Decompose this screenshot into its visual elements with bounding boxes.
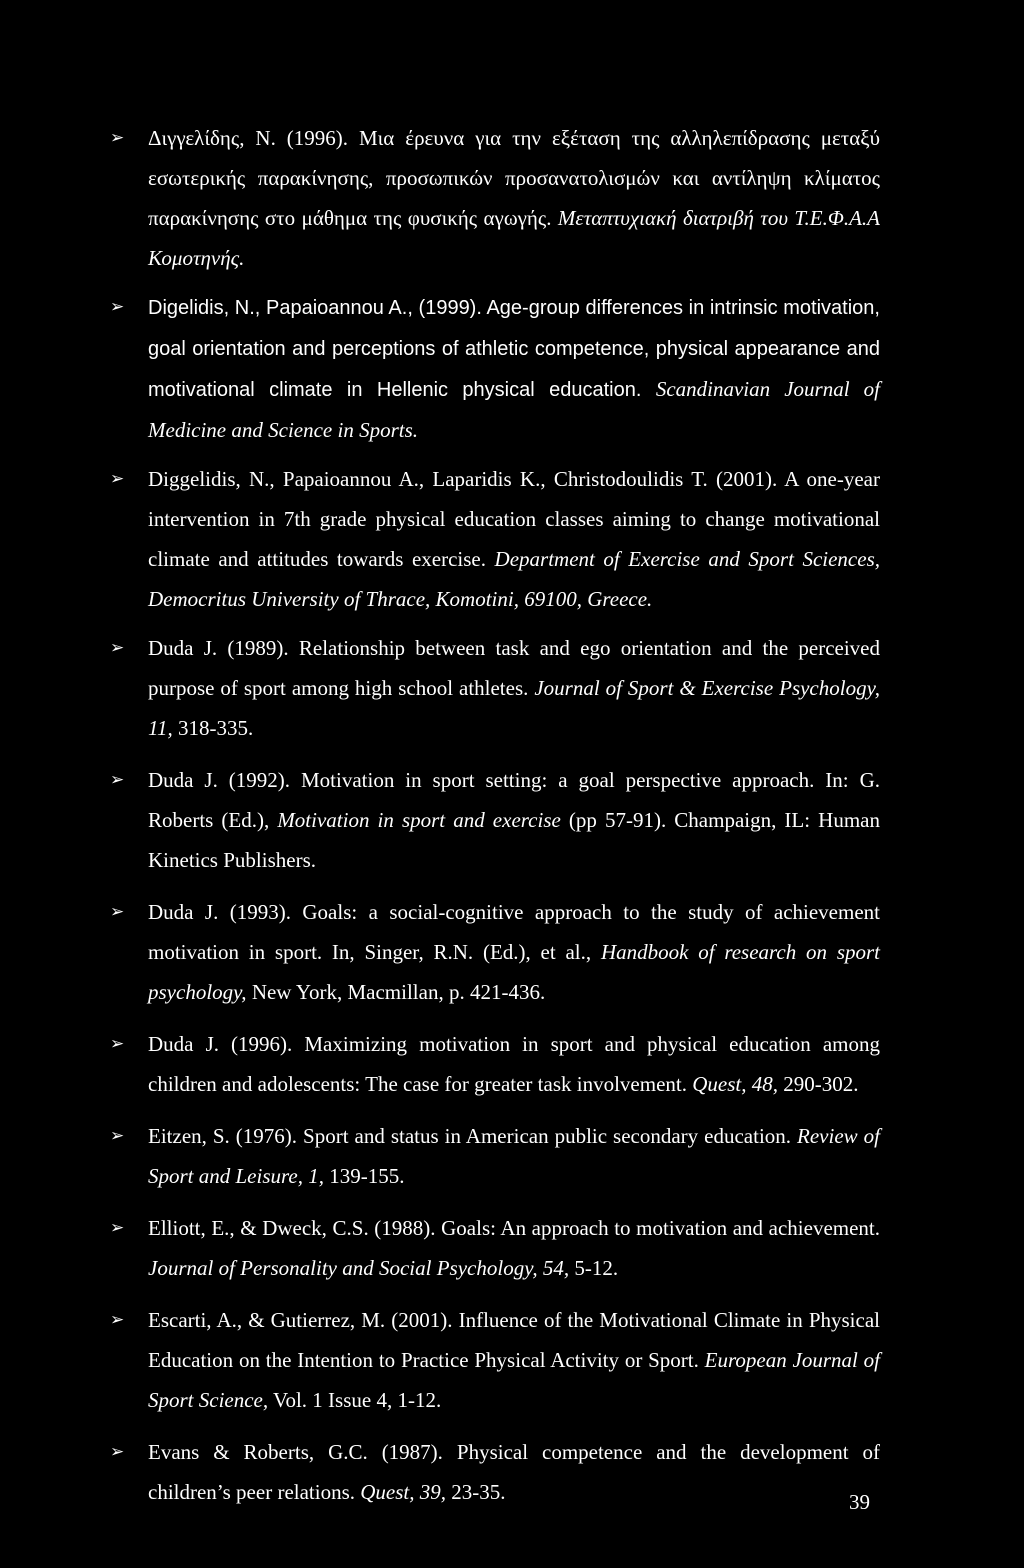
reference-title: Age-group differences in intrinsic motivation, goal orientation and perceptions of athletic competence, physical appearance and motivational climate in Hellenic physical education.	[148, 297, 880, 401]
reference-authors-year: Duda J. (1996).	[148, 1032, 305, 1056]
reference-title: Sport and status in American public secondary education.	[303, 1124, 798, 1148]
reference-source: Journal of Sport & Exercise Psychology, 11,	[148, 676, 880, 740]
reference-title: Goals: An approach to motivation and achievement.	[441, 1216, 881, 1240]
reference-authors-year: Diggelidis, N., Papaioannou A., Laparidis K., Christodoulidis T. (2001).	[148, 467, 785, 491]
arrow-bullet-icon: ➢	[110, 638, 125, 658]
reference-item	[110, 1024, 880, 1104]
reference-title: Goals: a social-cognitive approach to the study of achievement motivation in sport. In, Singer, R.N. (Ed.), et al.,	[148, 900, 880, 964]
reference-title: Maximizing motivation in sport and physical education among children and adolescents: The case for greater task involvement.	[148, 1032, 880, 1096]
reference-item	[110, 628, 880, 748]
arrow-bullet-icon: ➢	[110, 1218, 125, 1238]
reference-source: Motivation in sport and exercise	[277, 808, 561, 832]
reference-item	[110, 760, 880, 880]
reference-authors-year: Escarti, A., & Gutierrez, M. (2001).	[148, 1308, 459, 1332]
reference-item	[110, 1432, 880, 1512]
reference-title: Μια έρευνα για την εξέταση της αλληλεπίδρασης μεταξύ εσωτερικής παρακίνησης, προσωπικών προσανατολισμών και αντίληψη κλίματος παρακίνησης στο μάθημα της φυσικής αγωγής.	[148, 126, 880, 230]
reference-list	[110, 118, 880, 1524]
reference-authors-year: Elliott, E., & Dweck, C.S. (1988).	[148, 1216, 442, 1240]
reference-source: Scandinavian Journal of Medicine and Science in Sports.	[148, 377, 880, 442]
reference-tail: 23-35.	[446, 1480, 506, 1504]
reference-source: Handbook of research on sport psychology,	[148, 940, 881, 1004]
reference-tail: 290-302.	[778, 1072, 859, 1096]
reference-item	[110, 892, 880, 1012]
reference-item	[110, 1300, 880, 1420]
arrow-bullet-icon: ➢	[110, 297, 125, 317]
arrow-bullet-icon: ➢	[110, 902, 125, 922]
reference-item	[110, 1208, 880, 1288]
reference-item	[110, 459, 880, 619]
reference-title: A one-year intervention in 7th grade physical education classes aiming to change motivational climate and attitudes towards exercise.	[148, 467, 880, 571]
reference-tail: (pp 57-91). Champaign, IL: Human Kinetics Publishers.	[148, 808, 880, 872]
reference-source: European Journal of Sport Science,	[148, 1348, 880, 1412]
reference-source: Journal of Personality and Social Psychology, 54,	[148, 1256, 570, 1280]
reference-tail: 139-155.	[323, 1164, 405, 1188]
reference-source: Review of Sport and Leisure, 1,	[148, 1124, 880, 1188]
reference-authors-year: Duda J. (1992).	[148, 768, 301, 792]
reference-title: Motivation in sport setting: a goal perspective approach. In: G. Roberts (Ed.),	[148, 768, 880, 832]
reference-item	[110, 1116, 880, 1196]
arrow-bullet-icon: ➢	[110, 1442, 125, 1462]
reference-tail: New York, Macmillan, p. 421-436.	[246, 980, 546, 1004]
reference-tail: 318-335.	[172, 716, 254, 740]
reference-tail: 5-12.	[569, 1256, 619, 1280]
reference-authors-year: Duda J. (1993).	[148, 900, 303, 924]
reference-authors-year: Digelidis, N., Papaioannou A., (1999).	[148, 297, 487, 319]
reference-title: Physical competence and the development of children’s peer relations.	[148, 1440, 880, 1504]
reference-title: Influence of the Motivational Climate in Physical Education on the Intention to Practice Physical Activity or Sport.	[148, 1308, 880, 1372]
reference-source: Μεταπτυχιακή διατριβή του Τ.Ε.Φ.Α.Α Κομοτηνής.	[148, 206, 880, 270]
reference-tail: Vol. 1 Issue 4, 1-12.	[268, 1388, 442, 1412]
arrow-bullet-icon: ➢	[110, 1034, 125, 1054]
reference-authors-year: Eitzen, S. (1976).	[148, 1124, 304, 1148]
reference-title: Relationship between task and ego orientation and the perceived purpose of sport among high school athletes.	[148, 636, 880, 700]
reference-source: Department of Exercise and Sport Sciences, Democritus University of Thrace, Komotini, 69100, Greece.	[148, 547, 880, 611]
reference-authors-year: Διγγελίδης, Ν. (1996).	[148, 126, 359, 150]
arrow-bullet-icon: ➢	[110, 1310, 125, 1330]
reference-authors-year: Duda J. (1989).	[148, 636, 299, 660]
reference-source: Quest, 39,	[360, 1480, 447, 1504]
arrow-bullet-icon: ➢	[110, 128, 125, 148]
reference-authors-year: Evans & Roberts, G.C. (1987).	[148, 1440, 457, 1464]
arrow-bullet-icon: ➢	[110, 1126, 125, 1146]
page-number: 39	[849, 1490, 870, 1514]
arrow-bullet-icon: ➢	[110, 469, 125, 489]
reference-item	[110, 287, 880, 450]
reference-item	[110, 118, 880, 278]
reference-source: Quest, 48,	[692, 1072, 778, 1096]
arrow-bullet-icon: ➢	[110, 770, 125, 790]
